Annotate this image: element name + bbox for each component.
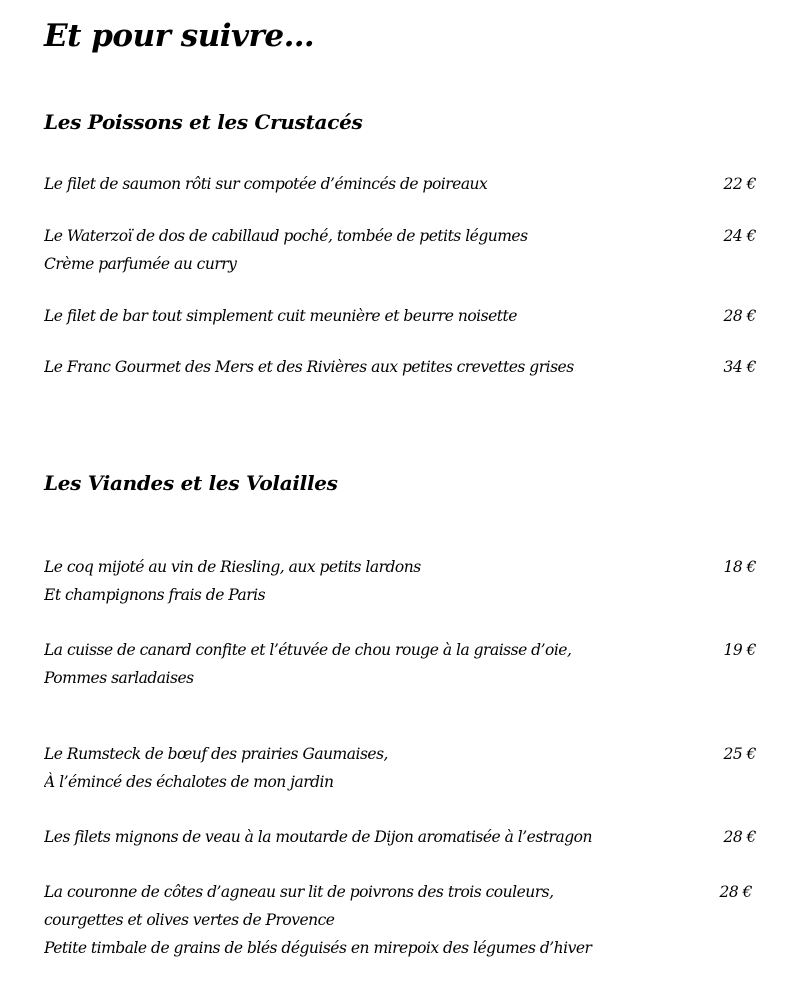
- section-heading-meat: Les Viandes et les Volailles: [44, 471, 338, 495]
- dish-price: 28 €: [723, 828, 756, 846]
- menu-item: [44, 222, 756, 278]
- menu-item: [44, 878, 756, 962]
- menu-item: [44, 170, 756, 198]
- dish-price: 28 €: [719, 883, 752, 901]
- dish-description: Pommes sarladaises: [44, 669, 194, 687]
- dish-description: Le filet de saumon rôti sur compotée d’émincés de poireaux: [44, 175, 488, 193]
- dish-description: La cuisse de canard confite et l’étuvée de chou rouge à la graisse d’oie,: [44, 641, 572, 659]
- dish-price: 25 €: [723, 745, 756, 763]
- dish-description: Et champignons frais de Paris: [44, 586, 266, 604]
- menu-item: [44, 740, 756, 796]
- section-heading-fish: Les Poissons et les Crustacés: [44, 110, 363, 134]
- dish-description: courgettes et olives vertes de Provence: [44, 911, 335, 929]
- dish-description: La couronne de côtes d’agneau sur lit de poivrons des trois couleurs,: [44, 883, 554, 901]
- dish-price: 22 €: [723, 175, 756, 193]
- dish-description: Le coq mijoté au vin de Riesling, aux petits lardons: [44, 558, 421, 576]
- dish-price: 19 €: [723, 641, 756, 659]
- dish-price: 34 €: [723, 358, 756, 376]
- dish-price: 28 €: [723, 307, 756, 325]
- dish-description: Le Waterzoï de dos de cabillaud poché, tombée de petits légumes: [44, 227, 528, 245]
- dish-description: Les filets mignons de veau à la moutarde de Dijon aromatisée à l’estragon: [44, 828, 592, 846]
- dish-description: Le filet de bar tout simplement cuit meunière et beurre noisette: [44, 307, 517, 325]
- menu-item: [44, 823, 756, 851]
- dish-price: 24 €: [723, 227, 756, 245]
- dish-price: 18 €: [723, 558, 756, 576]
- dish-description: Petite timbale de grains de blés déguisés en mirepoix des légumes d’hiver: [44, 939, 592, 957]
- menu-item: [44, 302, 756, 330]
- dish-description: À l’émincé des échalotes de mon jardin: [44, 773, 334, 791]
- dish-description: Le Rumsteck de bœuf des prairies Gaumaises,: [44, 745, 388, 763]
- menu-item: [44, 636, 756, 692]
- menu-item: [44, 553, 756, 609]
- menu-item: [44, 353, 756, 381]
- dish-description: Le Franc Gourmet des Mers et des Rivières aux petites crevettes grises: [44, 358, 574, 376]
- page-title: Et pour suivre…: [44, 18, 315, 54]
- dish-description: Crème parfumée au curry: [44, 255, 237, 273]
